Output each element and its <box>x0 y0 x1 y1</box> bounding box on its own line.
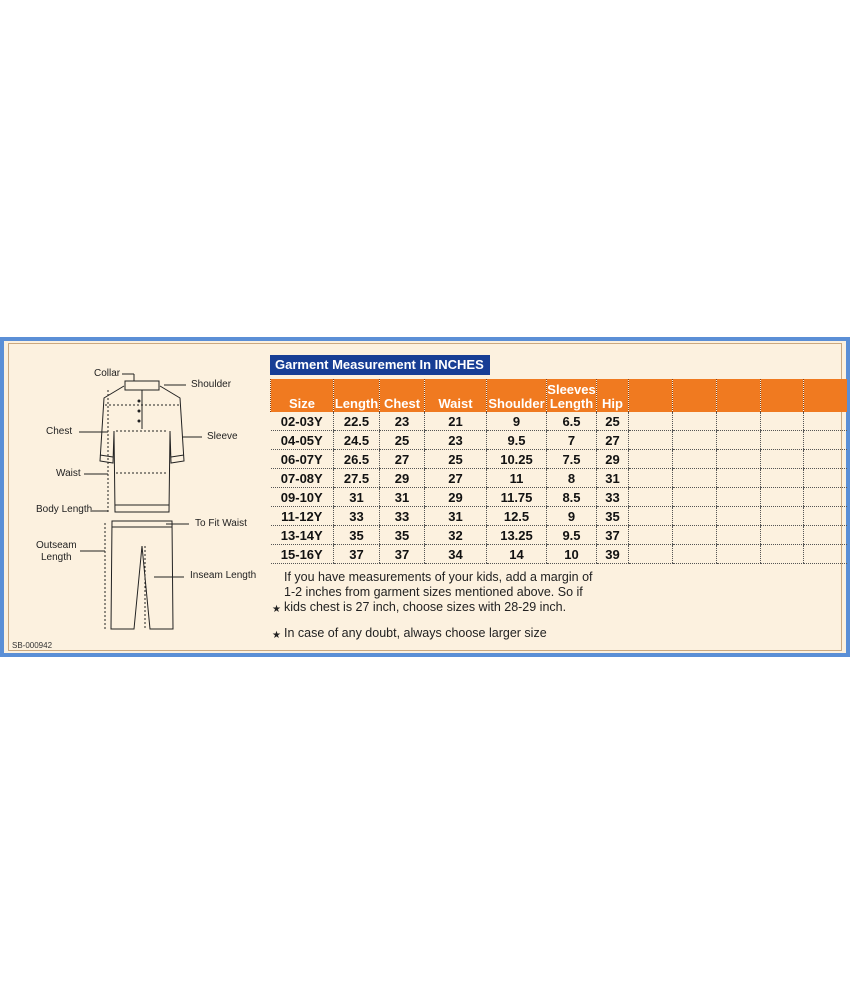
table-cell-empty <box>629 431 673 450</box>
leader-lines <box>79 374 202 577</box>
table-cell: 35 <box>380 526 425 545</box>
table-cell-empty <box>761 450 804 469</box>
table-cell: 39 <box>597 545 629 564</box>
table-cell: 8.5 <box>547 488 597 507</box>
table-cell: 31 <box>425 507 487 526</box>
table-cell: 27 <box>597 431 629 450</box>
table-cell-empty <box>717 507 761 526</box>
table-cell: 37 <box>597 526 629 545</box>
table-cell-empty <box>717 526 761 545</box>
table-cell: 29 <box>597 450 629 469</box>
table-cell-empty <box>804 450 847 469</box>
table-cell: 7 <box>547 431 597 450</box>
header-cell: Size <box>271 379 334 412</box>
note-item <box>272 570 602 615</box>
note-text: In case of any doubt, always choose larger size <box>284 626 547 640</box>
table-cell-empty <box>804 507 847 526</box>
table-cell: 23 <box>380 412 425 431</box>
table-cell-empty <box>804 469 847 488</box>
table-cell-empty <box>629 412 673 431</box>
table-cell-empty <box>717 450 761 469</box>
table-cell: 12.5 <box>487 507 547 526</box>
table-cell: 22.5 <box>334 412 380 431</box>
table-cell: 29 <box>425 488 487 507</box>
sku-code: SB-000942 <box>12 641 53 650</box>
table-cell: 27.5 <box>334 469 380 488</box>
table-cell: 11-12Y <box>271 507 334 526</box>
table-cell: 10.25 <box>487 450 547 469</box>
table-row <box>271 431 847 450</box>
table-cell: 11 <box>487 469 547 488</box>
table-cell: 07-08Y <box>271 469 334 488</box>
bullet-icon: ★ <box>272 604 281 615</box>
table-cell: 24.5 <box>334 431 380 450</box>
table-cell: 9.5 <box>487 431 547 450</box>
table-cell-empty <box>761 507 804 526</box>
header-cell: Shoulder <box>487 379 547 412</box>
table-row <box>271 450 847 469</box>
table-cell-empty <box>717 431 761 450</box>
table-title: Garment Measurement In INCHES <box>270 355 490 375</box>
chest-label: Chest <box>46 426 73 437</box>
header-cell: Waist <box>425 379 487 412</box>
body-length-label: Body Length <box>36 504 93 515</box>
table-cell-empty <box>761 431 804 450</box>
header-cell-empty <box>673 379 717 412</box>
note-text: If you have measurements of your kids, add a margin of 1-2 inches from garment sizes mentioned above. So if kids chest is 27 inch, choose sizes with 28-29 inch. <box>284 570 593 614</box>
table-cell: 23 <box>425 431 487 450</box>
waist-label: Waist <box>56 468 81 479</box>
pajama-icon <box>105 521 173 629</box>
table-cell-empty <box>673 507 717 526</box>
table-cell-empty <box>804 412 847 431</box>
table-cell-empty <box>717 488 761 507</box>
to-fit-waist-label: To Fit Waist <box>195 518 247 529</box>
table-cell: 33 <box>380 507 425 526</box>
table-cell-empty <box>804 545 847 564</box>
table-cell-empty <box>673 431 717 450</box>
table-cell: 13.25 <box>487 526 547 545</box>
table-cell-empty <box>629 450 673 469</box>
table-cell-empty <box>673 488 717 507</box>
table-cell: 11.75 <box>487 488 547 507</box>
table-cell: 04-05Y <box>271 431 334 450</box>
table-cell: 27 <box>380 450 425 469</box>
table-cell-empty <box>629 469 673 488</box>
table-cell-empty <box>761 526 804 545</box>
table-cell: 32 <box>425 526 487 545</box>
table-row <box>271 488 847 507</box>
table-cell-empty <box>717 412 761 431</box>
table-cell: 37 <box>334 545 380 564</box>
table-cell-empty <box>673 469 717 488</box>
table-row <box>271 469 847 488</box>
table-cell: 10 <box>547 545 597 564</box>
shoulder-label: Shoulder <box>191 379 232 390</box>
table-cell: 27 <box>425 469 487 488</box>
table-cell: 35 <box>334 526 380 545</box>
table-cell-empty <box>717 469 761 488</box>
table-cell: 9 <box>547 507 597 526</box>
table-cell: 15-16Y <box>271 545 334 564</box>
header-cell-empty <box>717 379 761 412</box>
header-cell: Sleeves Length <box>547 379 597 412</box>
table-cell-empty <box>761 412 804 431</box>
table-cell: 33 <box>334 507 380 526</box>
table-row <box>271 545 847 564</box>
table-cell-empty <box>629 507 673 526</box>
table-cell: 7.5 <box>547 450 597 469</box>
measurement-table <box>270 379 847 564</box>
header-cell-empty <box>761 379 804 412</box>
table-cell: 37 <box>380 545 425 564</box>
kurta-icon <box>100 381 184 512</box>
table-cell-empty <box>804 488 847 507</box>
table-cell-empty <box>761 469 804 488</box>
table-cell-empty <box>629 526 673 545</box>
header-cell: Chest <box>380 379 425 412</box>
table-cell: 25 <box>380 431 425 450</box>
table-cell: 9 <box>487 412 547 431</box>
table-cell: 31 <box>334 488 380 507</box>
table-cell-empty <box>673 545 717 564</box>
table-cell-empty <box>673 526 717 545</box>
table-cell: 06-07Y <box>271 450 334 469</box>
header-cell-empty <box>804 379 847 412</box>
table-cell-empty <box>804 526 847 545</box>
table-cell: 31 <box>597 469 629 488</box>
table-cell: 6.5 <box>547 412 597 431</box>
table-cell-empty <box>717 545 761 564</box>
header-cell: Length <box>334 379 380 412</box>
outseam-length-label: Outseam Length <box>36 540 77 563</box>
table-cell: 31 <box>380 488 425 507</box>
inseam-length-label: Inseam Length <box>190 570 257 581</box>
notes <box>272 570 602 652</box>
size-chart-card <box>0 337 850 657</box>
table-cell: 25 <box>425 450 487 469</box>
bullet-icon: ★ <box>272 630 281 641</box>
table-row <box>271 412 847 431</box>
table-header-row <box>271 379 847 412</box>
table-cell-empty <box>761 545 804 564</box>
table-cell: 35 <box>597 507 629 526</box>
table-cell: 29 <box>380 469 425 488</box>
table-cell-empty <box>629 545 673 564</box>
table-cell-empty <box>804 431 847 450</box>
table-cell: 34 <box>425 545 487 564</box>
table-cell: 25 <box>597 412 629 431</box>
table-cell-empty <box>629 488 673 507</box>
table-cell: 8 <box>547 469 597 488</box>
header-cell-empty <box>629 379 673 412</box>
note-item <box>272 626 602 641</box>
table-cell: 9.5 <box>547 526 597 545</box>
table-cell: 09-10Y <box>271 488 334 507</box>
table-row <box>271 526 847 545</box>
table-cell: 21 <box>425 412 487 431</box>
header-cell: Hip <box>597 379 629 412</box>
table-cell: 02-03Y <box>271 412 334 431</box>
sleeve-label: Sleeve <box>207 431 238 442</box>
table-cell: 14 <box>487 545 547 564</box>
table-cell: 33 <box>597 488 629 507</box>
table-cell: 13-14Y <box>271 526 334 545</box>
table-cell-empty <box>673 450 717 469</box>
collar-label: Collar <box>94 368 121 379</box>
table-row <box>271 507 847 526</box>
table-cell-empty <box>673 412 717 431</box>
table-cell-empty <box>761 488 804 507</box>
table-cell: 26.5 <box>334 450 380 469</box>
